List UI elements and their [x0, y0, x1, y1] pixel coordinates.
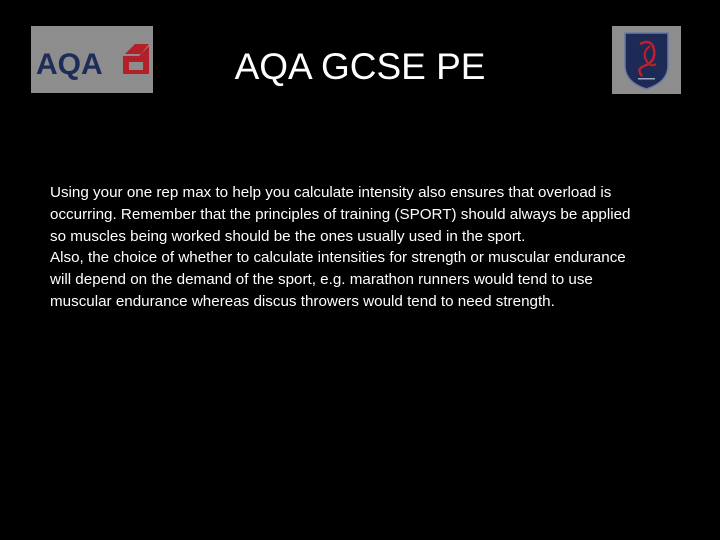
aqa-flag-cutout	[129, 62, 143, 70]
body-paragraph-2: Also, the choice of whether to calculate intensities for strength or muscular endurance will depend on the demand of the sport, e.g. marathon runners would tend to use muscular endurance whereas discus throwers would tend to need strength.	[50, 249, 626, 310]
body-text	[50, 182, 650, 313]
aqa-logo	[31, 26, 153, 93]
school-crest-logo	[612, 26, 681, 94]
slide-title: AQA GCSE PE	[234, 46, 486, 87]
aqa-logo-text: AQA	[36, 48, 103, 81]
crest-motto-mark	[638, 78, 655, 80]
body-paragraph-1: Using your one rep max to help you calculate intensity also ensures that overload is occurring. Remember that the principles of training (SPORT) should always be applied so muscles being worked should be the ones usually used in the sport.	[50, 184, 631, 245]
aqa-logo-graphic	[31, 26, 153, 93]
crest-graphic	[612, 26, 681, 94]
